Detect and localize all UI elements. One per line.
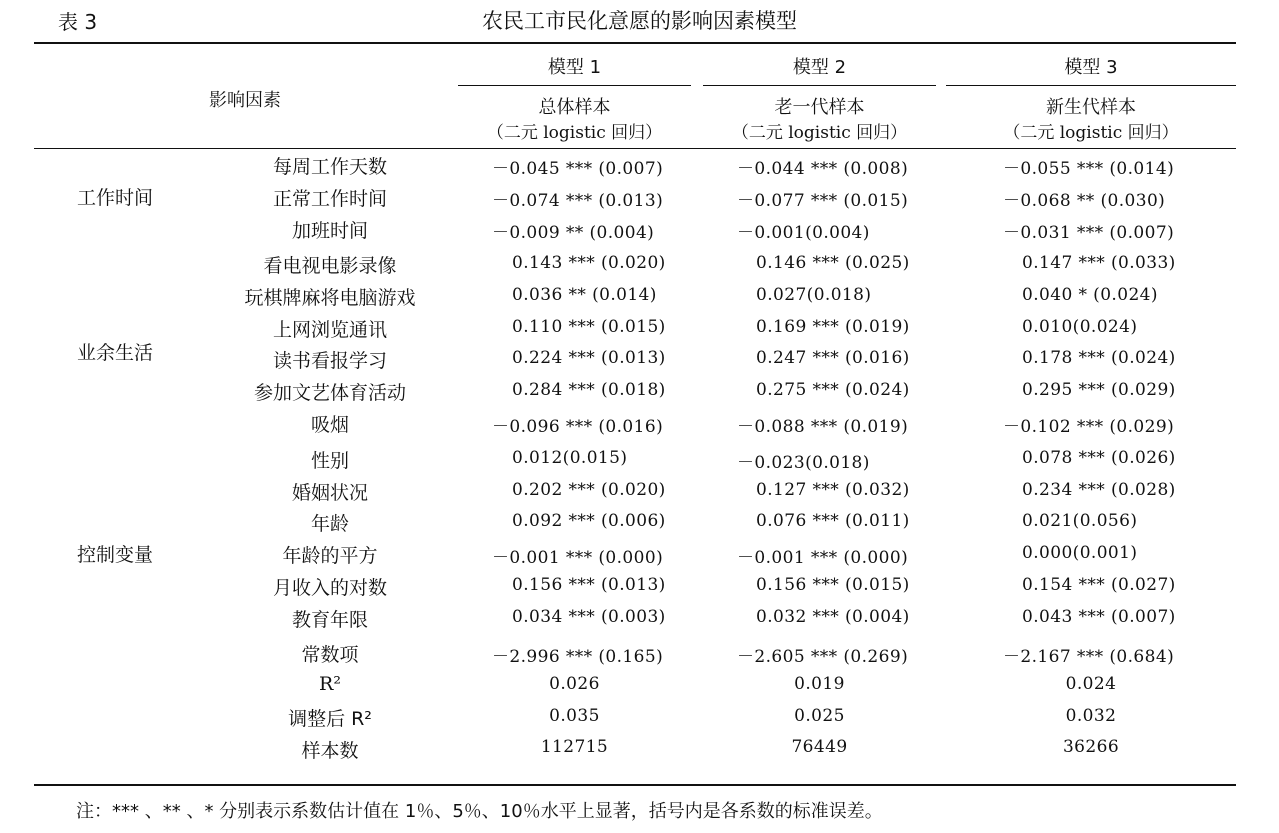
row-variable-label: 参加文艺体育活动: [253, 382, 406, 404]
group-label-leisure: 业余生活: [77, 342, 154, 364]
model-3-method: （二元 logistic 回归）: [1003, 123, 1179, 143]
top-rule: [34, 42, 1236, 44]
cell-model-3: －2.167 *** (0.684): [1003, 647, 1175, 667]
cell-model-1: －0.045 *** (0.007): [492, 159, 664, 179]
cell-model-2: 0.027(0.018): [756, 285, 872, 305]
group-label-controls: 控制变量: [77, 544, 154, 566]
cell-model-2: 0.169 *** (0.019): [756, 317, 910, 337]
cell-model-1: 0.026: [549, 674, 600, 694]
table-title: 农民工市民化意愿的影响因素模型: [482, 9, 797, 33]
row-variable-label: 样本数: [301, 740, 359, 762]
row-variable-label: 正常工作时间: [272, 188, 387, 210]
cell-model-1: 112715: [540, 737, 609, 757]
cell-model-3: 0.078 *** (0.026): [1022, 448, 1176, 468]
cell-model-3: 0.043 *** (0.007): [1022, 607, 1176, 627]
row-variable-label: 调整后 R²: [288, 708, 372, 730]
cell-model-3: 0.154 *** (0.027): [1022, 575, 1176, 595]
cell-model-3: －0.102 *** (0.029): [1003, 417, 1175, 437]
cell-model-2: －0.077 *** (0.015): [737, 191, 909, 211]
cell-model-1: －0.096 *** (0.016): [492, 417, 664, 437]
row-variable-label: 加班时间: [291, 220, 368, 242]
cell-model-2: －0.044 *** (0.008): [737, 159, 909, 179]
cell-model-3: 36266: [1062, 737, 1120, 757]
row-variable-label: 性别: [310, 450, 349, 472]
model-2-method: （二元 logistic 回归）: [731, 123, 908, 143]
cell-model-1: －0.001 *** (0.000): [492, 548, 664, 568]
model-1-method: （二元 logistic 回归）: [486, 123, 663, 143]
cell-model-3: 0.234 *** (0.028): [1022, 480, 1176, 500]
bottom-rule: [34, 784, 1236, 786]
cell-model-3: 0.021(0.056): [1022, 511, 1138, 531]
cell-model-2: 0.076 *** (0.011): [756, 511, 910, 531]
cell-model-2: 0.019: [794, 674, 845, 694]
cell-model-1: －2.996 *** (0.165): [492, 647, 664, 667]
cell-model-1: 0.224 *** (0.013): [512, 348, 666, 368]
row-variable-label: 常数项: [301, 644, 359, 666]
cell-model-3: 0.024: [1065, 674, 1117, 694]
row-variable-label: 月收入的对数: [272, 577, 387, 599]
row-variable-label: R²: [319, 673, 341, 695]
cell-model-3: 0.010(0.024): [1022, 317, 1138, 337]
cell-model-2: 0.025: [794, 706, 845, 726]
cell-model-2: 0.032 *** (0.004): [756, 607, 910, 627]
cell-model-1: 0.035: [549, 706, 600, 726]
model-2-sample: 老一代样本: [774, 97, 865, 118]
cell-model-1: 0.143 *** (0.020): [512, 253, 666, 273]
cell-model-1: 0.036 ** (0.014): [512, 285, 657, 305]
cell-model-2: －0.001 *** (0.000): [737, 548, 909, 568]
row-variable-label: 年龄的平方: [282, 545, 378, 567]
row-variable-label: 吸烟: [310, 414, 349, 436]
group-label-work-time: 工作时间: [77, 187, 154, 209]
cell-model-3: 0.295 *** (0.029): [1022, 380, 1176, 400]
cell-model-1: －0.009 ** (0.004): [492, 223, 655, 243]
cell-model-1: 0.012(0.015): [512, 448, 628, 468]
factor-header: 影响因素: [209, 90, 281, 111]
cell-model-2: 0.156 *** (0.015): [756, 575, 910, 595]
cell-model-2: －0.023(0.018): [737, 453, 870, 473]
row-variable-label: 玩棋牌麻将电脑游戏: [244, 287, 416, 309]
cell-model-3: 0.032: [1065, 706, 1117, 726]
cell-model-2: －0.001(0.004): [737, 223, 870, 243]
cell-model-1: －0.074 *** (0.013): [492, 191, 664, 211]
cell-model-2: 0.146 *** (0.025): [756, 253, 910, 273]
table-label: 表 3: [58, 10, 98, 34]
cell-model-1: 0.202 *** (0.020): [512, 480, 666, 500]
cell-model-3: 0.178 *** (0.024): [1022, 348, 1176, 368]
table-footnote: 注：*** 、** 、* 分别表示系数估计值在 1％、5％、10％水平上显著，括号内是各系数的标准误差。: [76, 801, 883, 822]
model-3-name: 模型 3: [1064, 57, 1118, 78]
cell-model-2: －0.088 *** (0.019): [737, 417, 909, 437]
cell-model-2: 0.247 *** (0.016): [756, 348, 910, 368]
cell-model-1: 0.110 *** (0.015): [512, 317, 666, 337]
model-1-sample: 总体样本: [538, 97, 611, 118]
model-2-name: 模型 2: [792, 57, 847, 78]
model-3-sample: 新生代样本: [1046, 97, 1136, 118]
row-variable-label: 教育年限: [291, 609, 368, 631]
cell-model-3: 0.000(0.001): [1022, 543, 1138, 563]
cell-model-2: 0.275 *** (0.024): [756, 380, 910, 400]
cell-model-3: －0.055 *** (0.014): [1003, 159, 1175, 179]
model-3-underline: [946, 85, 1236, 86]
cell-model-1: 0.092 *** (0.006): [512, 511, 666, 531]
model-2-underline: [703, 85, 936, 86]
cell-model-2: －2.605 *** (0.269): [737, 647, 909, 667]
row-variable-label: 年龄: [310, 513, 349, 535]
model-1-name: 模型 1: [547, 57, 602, 78]
cell-model-3: 0.147 *** (0.033): [1022, 253, 1176, 273]
model-1-underline: [458, 85, 691, 86]
cell-model-1: 0.034 *** (0.003): [512, 607, 666, 627]
cell-model-3: 0.040 * (0.024): [1022, 285, 1158, 305]
cell-model-3: －0.031 *** (0.007): [1003, 223, 1175, 243]
row-variable-label: 上网浏览通讯: [272, 319, 387, 341]
row-variable-label: 看电视电影录像: [263, 255, 397, 277]
cell-model-2: 0.127 *** (0.032): [756, 480, 910, 500]
cell-model-2: 76449: [791, 737, 848, 757]
row-variable-label: 婚姻状况: [291, 482, 368, 504]
row-variable-label: 每周工作天数: [272, 156, 387, 178]
cell-model-3: －0.068 ** (0.030): [1003, 191, 1166, 211]
cell-model-1: 0.284 *** (0.018): [512, 380, 666, 400]
cell-model-1: 0.156 *** (0.013): [512, 575, 666, 595]
header-rule: [34, 148, 1236, 149]
row-variable-label: 读书看报学习: [272, 350, 387, 372]
